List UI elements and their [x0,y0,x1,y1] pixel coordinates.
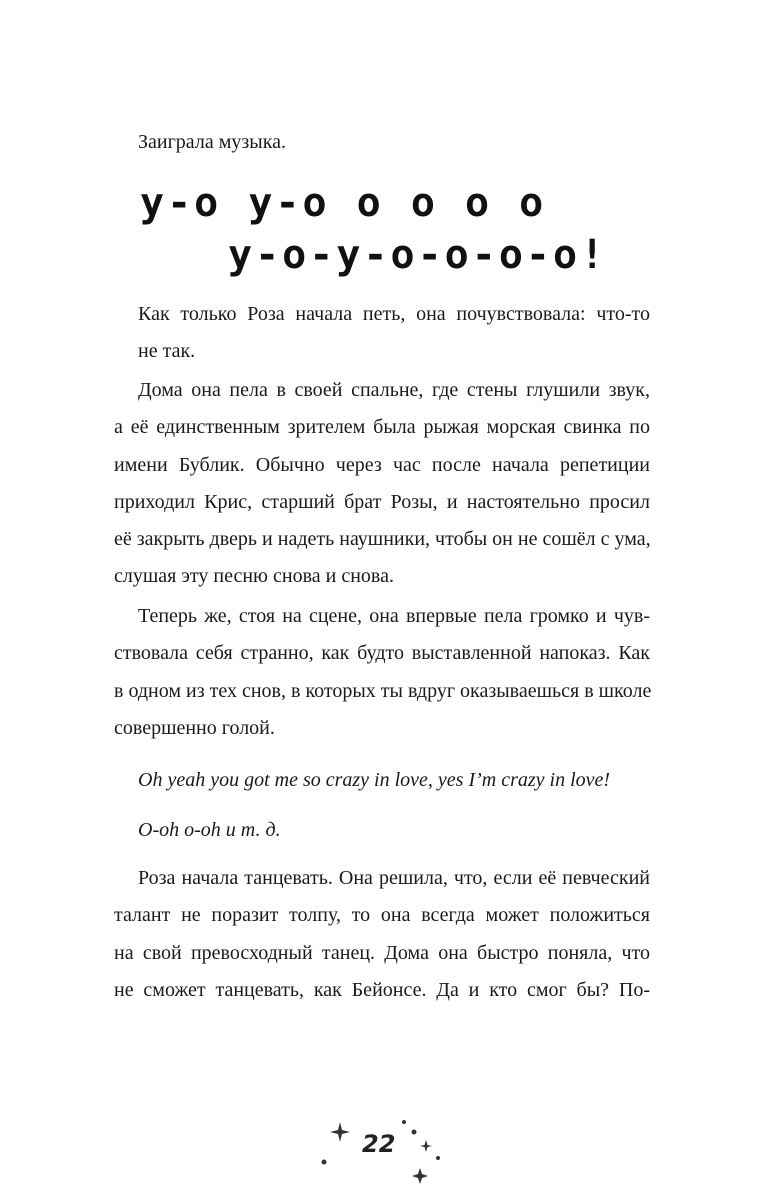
lyric-line-1: Oh yeah you got me so crazy in love, yes I’m crazy in love! [138,769,611,791]
p2-line: слушая эту песню снова и снова. [114,565,394,588]
p2-line: а её единственным зрителем была рыжая морская свинка по [114,416,650,439]
paragraph-4 [114,860,650,1009]
p4-line: на свой превосходный танец. Дома она быстро поняла, что [114,941,650,964]
page-footer [310,1110,450,1190]
p4-line: не сможет танцевать, как Бейонсе. Да и кто смог бы? По- [114,978,650,1001]
p4-line: Роза начала танцевать. Она решила, что, если её певческий [138,867,650,889]
p2-line: имени Бублик. Обычно через час после начала репетиции [114,453,650,476]
p4-line: талант не поразит толпу, то она всегда может положиться [114,904,650,927]
p2-line: Дома она пела в своей спальне, где стены глушили звук, [138,379,650,401]
paragraph-1 [138,296,650,371]
p3-line: Теперь же, стоя на сцене, она впервые пела громко и чув- [138,605,650,627]
p3-line: совершенно голой. [114,716,275,739]
intro-line: Заиграла музыка. [138,131,286,153]
p3-line: в одном из тех снов, в которых ты вдруг оказываешься в школе [114,679,652,702]
p2-line: её закрыть дверь и надеть наушники, чтобы он не сошёл с ума, [114,528,651,551]
p1-line: Как только Роза начала петь, она почувствовала: что-то [138,303,650,325]
paragraph-2 [114,372,650,596]
handwritten-line-2: у-о-у-о-о-о-о! [228,232,608,278]
handwritten-line-1: у-о у-о о о о о [140,180,547,226]
lyric-line-2: O-oh o-oh и т. д. [138,819,281,841]
page-number: 22 [362,1130,396,1158]
paragraph-3 [114,598,650,747]
p3-line: ствовала себя странно, как будто выставленной напоказ. Как [114,642,650,665]
p2-line: приходил Крис, старший брат Розы, и настоятельно просил [114,490,650,513]
p1-line: не так. [138,340,196,363]
